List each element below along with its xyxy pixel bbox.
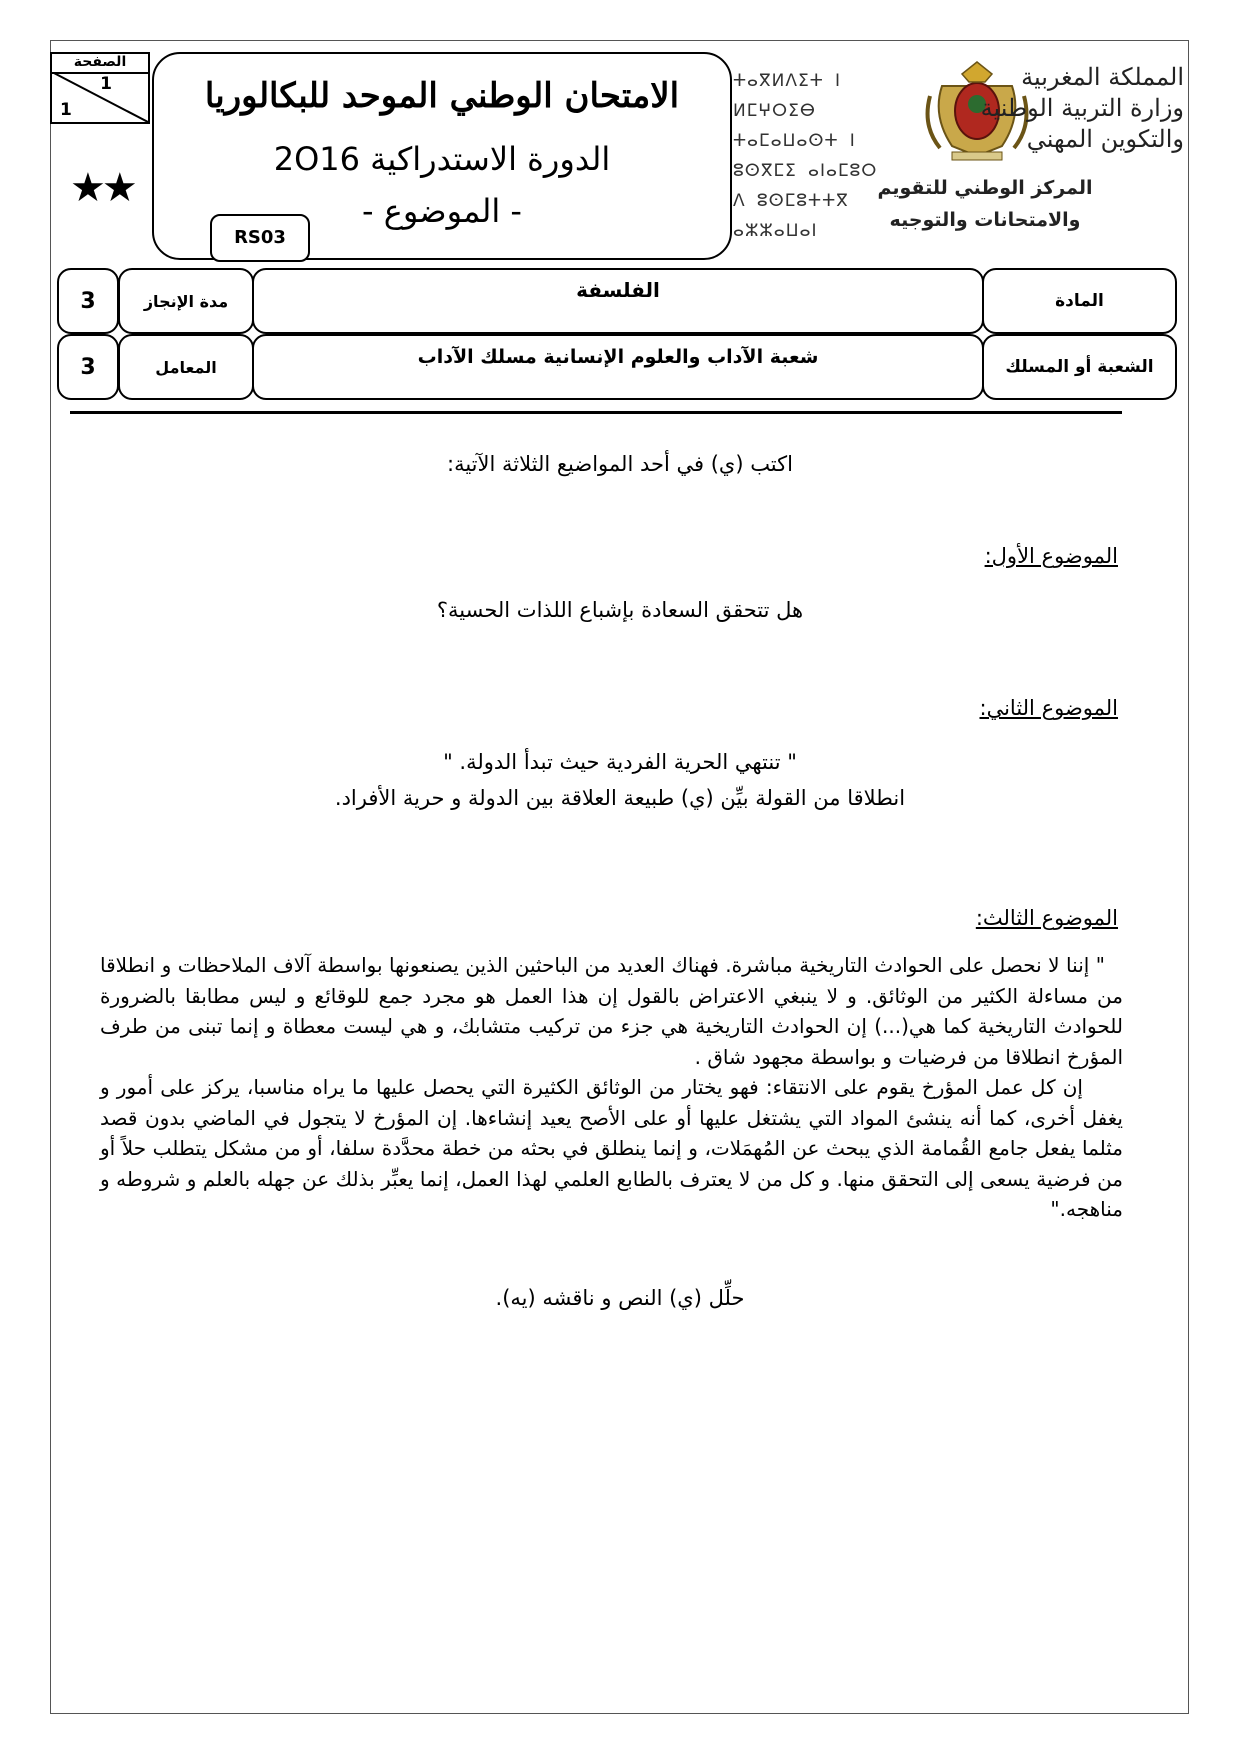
- ministry-ar-line: وزارة التربية الوطنية: [980, 94, 1184, 122]
- branch-label-cell: [982, 334, 1177, 400]
- topic3-heading: الموضوع الثالث:: [975, 906, 1118, 930]
- duration-label: مدة الإنجاز: [143, 291, 229, 311]
- ministry-arabic: [981, 62, 1184, 155]
- exam-title: الامتحان الوطني الموحد للبكالوريا: [204, 76, 680, 116]
- exam-code: RS03: [210, 214, 310, 262]
- topic2-task: انطلاقا من القولة بيِّن (ي) طبيعة العلاقة بين الدولة و حرية الأفراد.: [334, 786, 906, 810]
- topic2-heading: الموضوع الثاني:: [979, 696, 1118, 720]
- national-centre: [860, 172, 1110, 236]
- subject-word: - الموضوع -: [362, 192, 522, 230]
- coefficient-label-cell: [118, 334, 254, 400]
- branch-value: شعبة الآداب والعلوم الإنسانية مسلك الآداب: [417, 346, 819, 368]
- ministry-ar-line: المملكة المغربية: [1021, 63, 1184, 91]
- subject-value: الفلسفة: [576, 278, 660, 302]
- branch-value-cell: [252, 334, 984, 400]
- difficulty-stars: ★★: [70, 165, 134, 211]
- ministry-tz-line: ⴷ ⵓⵙⵎⵓⵜⵜⴳ ⴰⵣⵣⴰⵡⴰⵏ: [733, 191, 849, 241]
- subject-value-cell: [252, 268, 984, 334]
- coefficient-value: 3: [80, 354, 96, 380]
- ministry-ar-line: والتكوين المهني: [1026, 125, 1184, 153]
- session-label: الدورة الاستدراكية 2O16: [273, 140, 611, 178]
- duration-value: 3: [80, 288, 96, 314]
- ministry-tz-line: ⵜⴰⵎⴰⵡⴰⵙⵜ ⵏ ⵓⵙⴳⵎⵉ ⴰⵏⴰⵎⵓⵔ: [733, 131, 878, 181]
- topic1-heading: الموضوع الأول:: [984, 544, 1118, 568]
- page-number-box: [50, 52, 150, 124]
- header-divider: [70, 411, 1122, 414]
- duration-label-cell: [118, 268, 254, 334]
- topic2-quote: " تنتهي الحرية الفردية حيث تبدأ الدولة. ": [443, 750, 797, 774]
- topic3-task: حلِّل (ي) النص و ناقشه (يه).: [495, 1286, 745, 1310]
- topic3-paragraph1: " إننا لا نحصل على الحوادث التاريخية مباشرة. فهناك العديد من الباحثين الذين يصنعونها بواسطة آلاف الملاحظات و انطلاقا من مساءلة الكثير من الوثائق. و لا ينبغي الاعتراض بالقول إن هذا العمل هو مجرد جمع للوقائع و ليس مطابقا بالضرورة للحوادث التاريخية كما هي(...) إن الحوادث التاريخية هي جزء من تركيب متشابك، و هي ليست معطاة و إنما تبنى من طرف المؤرخ انطلاقا من فرضيات و بواسطة مجهود شاق .: [100, 953, 1123, 1069]
- topic3-paragraph2: إن كل عمل المؤرخ يقوم على الانتقاء: فهو يختار من الوثائق الكثيرة التي يحصل عليها ما يراه مناسبا، يركز على أمور و يغفل أخرى، كما أنه ينشئ المواد التي يشتغل عليها أو على الأصح يعيد إنشاءها. إن المؤرخ لا يتجول في الماضي بدون قصد مثلما يفعل جامع القُمامة الذي يبحث عن المُهمَلات، و إنما ينطلق في بحثه من خطة محدَّدة سلفا، أو من مشكل يتطلب حلاً أو من فرضية يسعى إلى التحقق منها. و كل من لا يعترف بالطابع العلمي لهذا العمل، إنما يعبِّر بذلك عن جهله بالعلم و شروطه و مناهجه.": [100, 1075, 1123, 1221]
- coefficient-value-cell: [57, 334, 119, 400]
- page-current: 1: [100, 74, 112, 94]
- centre-line: المركز الوطني للتقويم: [877, 177, 1093, 199]
- page-label: الصفحة: [52, 54, 148, 74]
- branch-label: الشعبة أو المسلك: [1005, 357, 1154, 377]
- coefficient-label: المعامل: [155, 357, 217, 377]
- centre-line: والامتحانات والتوجيه: [889, 209, 1081, 231]
- topic1-question: هل تتحقق السعادة بإشباع اللذات الحسية؟: [436, 598, 804, 622]
- page-total: 1: [60, 100, 72, 120]
- subject-label-cell: [982, 268, 1177, 334]
- duration-value-cell: [57, 268, 119, 334]
- subject-label: المادة: [1055, 291, 1104, 311]
- instruction: اكتب (ي) في أحد المواضيع الثلاثة الآتية:: [447, 452, 793, 476]
- ministry-tz-line: ⵜⴰⴳⵍⴷⵉⵜ ⵏ ⵍⵎⵖⵔⵉⴱ: [733, 71, 842, 121]
